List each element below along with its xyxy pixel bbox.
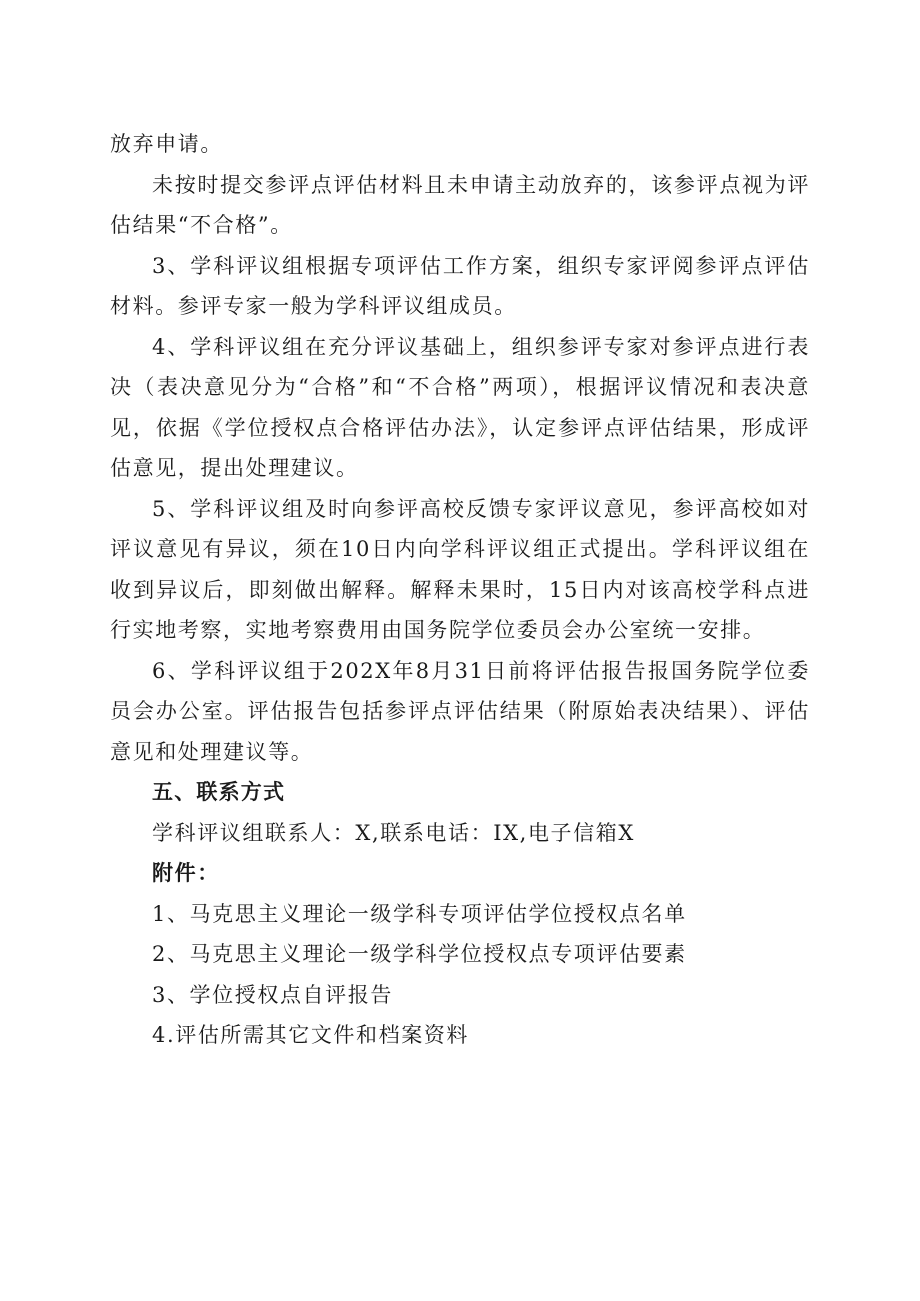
paragraph-item-6: 6、学科评议组于202X年8月31日前将评估报告报国务院学位委员会办公室。评估报告包括参评点评估结果（附原始表决结果）、评估意见和处理建议等。: [110, 658, 810, 764]
attachment-item-4: 4.评估所需其它文件和档案资料: [152, 1023, 470, 1047]
attachments-label: 附件：: [152, 861, 220, 885]
section-heading-contact: 五、联系方式: [152, 780, 286, 804]
contact-info: 学科评议组联系人：X,联系电话：IX,电子信箱X: [152, 820, 635, 845]
paragraph-item-3: 3、学科评议组根据专项评估工作方案，组织专家评阅参评点评估材料。参评专家一般为学科评议组成员。: [110, 253, 810, 318]
attachment-item-2: 2、马克思主义理论一级学科学位授权点专项评估要素: [152, 942, 687, 966]
attachment-item-1: 1、马克思主义理论一级学科专项评估学位授权点名单: [152, 901, 687, 926]
paragraph-item-5: 5、学科评议组及时向参评高校反馈专家评议意见，参评高校如对评议意见有异议，须在10日内向学科评议组正式提出。学科评议组在收到异议后，即刻做出解释。解释未果时，15日内对该高校学科点进行实地考察，实地考察费用由国务院学位委员会办公室统一安排。: [110, 496, 810, 642]
paragraph-late-submission: 未按时提交参评点评估材料且未申请主动放弃的，该参评点视为评估结果“不合格”。: [110, 172, 810, 237]
paragraph-continuation: 放弃申请。: [110, 132, 223, 156]
paragraph-item-4: 4、学科评议组在充分评议基础上，组织参评专家对参评点进行表决（表决意见分为“合格”和“不合格”两项），根据评议情况和表决意见，依据《学位授权点合格评估办法》，认定参评点评估结果，形成评估意见，提出处理建议。: [110, 334, 810, 480]
document-body: [110, 124, 810, 1056]
attachment-item-3: 3、学位授权点自评报告: [152, 982, 393, 1007]
